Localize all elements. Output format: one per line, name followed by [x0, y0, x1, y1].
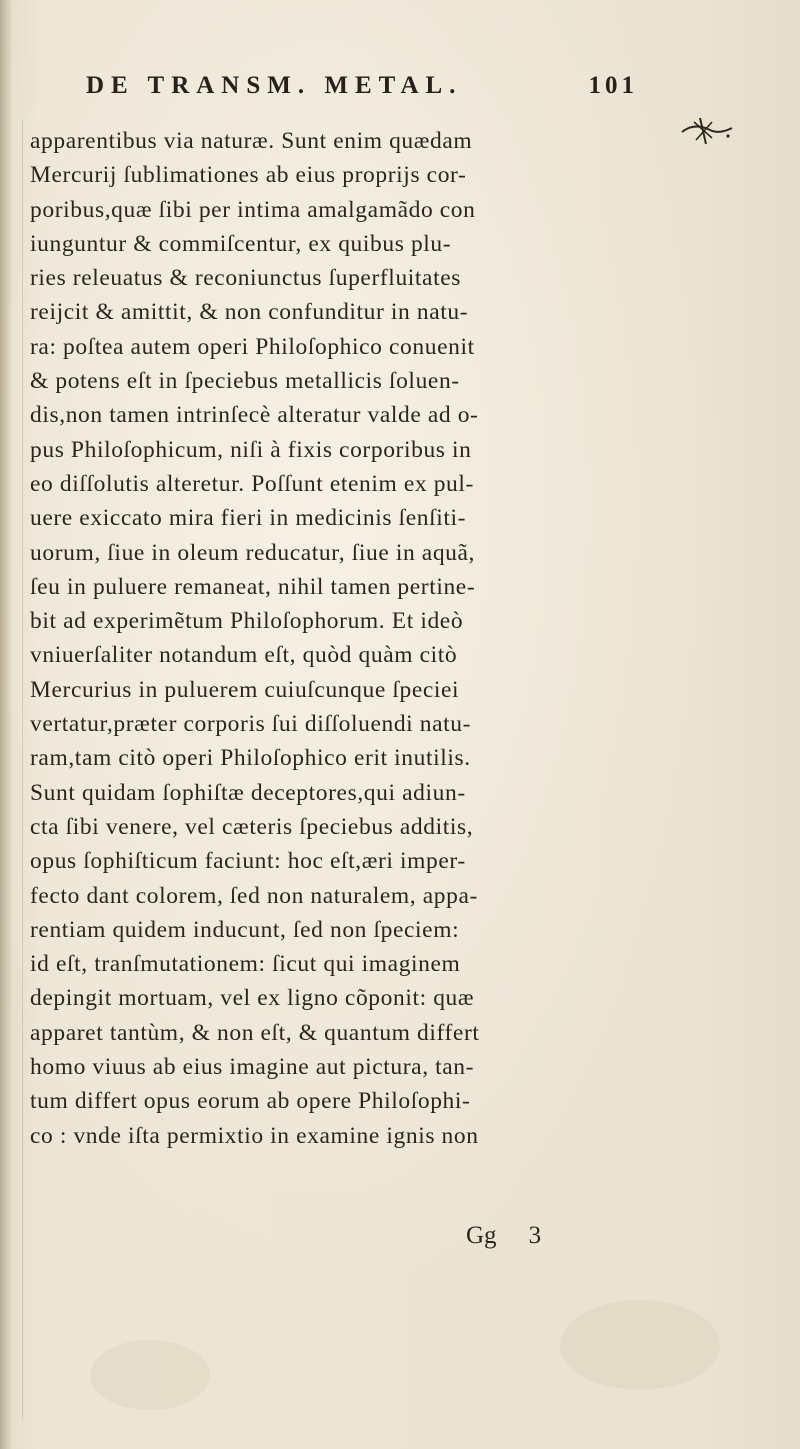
text-line: & potens eſt in ſpeciebus metallicis ſoluen- [30, 368, 460, 395]
text-line: tum differt opus eorum ab opere Philoſophi- [30, 1088, 471, 1115]
pen-flourish-icon [676, 110, 736, 150]
signature-letters: Gg [466, 1222, 497, 1249]
text-line: ries releuatus & reconiunctus ſuperfluitates [30, 265, 461, 292]
running-title: DE TRANSM. METAL. [86, 72, 463, 99]
text-line: apparentibus via naturæ. Sunt enim quædam [30, 128, 473, 154]
text-line: id eſt, tranſmutationem: ſicut qui imaginem [30, 951, 461, 978]
paper-stain [560, 1300, 720, 1390]
text-line: ra: poſtea autem operi Philoſophico conuenit [30, 333, 475, 360]
text-line: bit ad experimẽtum Philoſophorum. Et ideò [30, 608, 464, 635]
running-head [86, 72, 646, 122]
text-line: ram,tam citò operi Philoſophico erit inutilis. [30, 745, 471, 772]
text-line: uorum, ſiue in oleum reducatur, ſiue in aquã, [30, 539, 476, 566]
signature-number: 3 [528, 1222, 542, 1249]
margin-rule [22, 120, 23, 1420]
text-line: opus ſophiſticum faciunt: hoc eſt,æri imper- [30, 848, 466, 875]
text-line: apparet tantùm, & non eſt, & quantum differt [30, 1019, 480, 1046]
text-line: co : vnde iſta permixtio in examine ignis non [30, 1122, 479, 1149]
paper-stain [90, 1340, 210, 1410]
text-line: rentiam quidem inducunt, ſed non ſpeciem: [30, 916, 460, 943]
text-line: reijcit & amittit, & non confunditur in natu- [30, 299, 469, 326]
text-line: poribus,quæ ſibi per intima amalgamãdo con [30, 196, 476, 223]
text-line: depingit mortuam, vel ex ligno cõponit: quæ [30, 985, 475, 1012]
text-line: vertatur,præter corporis ſui diſſoluendi natu- [30, 711, 472, 738]
text-line: eo diſſolutis alteretur. Poſſunt etenim ex pul- [30, 470, 474, 497]
binding-edge [0, 0, 12, 1449]
page-number: 101 [588, 72, 638, 99]
text-line: iunguntur & commiſcentur, ex quibus plu- [30, 230, 452, 257]
text-line: vniuerſaliter notandum eſt, quòd quàm citò [30, 642, 458, 669]
text-line: Mercurij ſublimationes ab eius proprijs cor- [30, 162, 467, 189]
text-line: fecto dant colorem, ſed non naturalem, appa- [30, 882, 478, 909]
text-line: Mercurius in puluerem cuiuſcunque ſpeciei [30, 676, 460, 703]
text-line: cta ſibi venere, vel cæteris ſpeciebus additis, [30, 813, 474, 840]
text-line: Sunt quidam ſophiſtæ deceptores,qui adiun- [30, 779, 466, 806]
text-line: uere exiccato mira fieri in medicinis ſenſiti- [30, 505, 467, 532]
text-line: dis,non tamen intrinſecè alteratur valde ad o- [30, 402, 479, 429]
text-line: homo viuus ab eius imagine aut pictura, tan- [30, 1054, 475, 1081]
body-text [30, 124, 680, 1153]
signature-mark [466, 1222, 646, 1258]
text-line: pus Philoſophicum, niſi à fixis corporibus in [30, 436, 472, 463]
text-line: ſeu in puluere remaneat, nihil tamen pertine- [30, 573, 476, 600]
